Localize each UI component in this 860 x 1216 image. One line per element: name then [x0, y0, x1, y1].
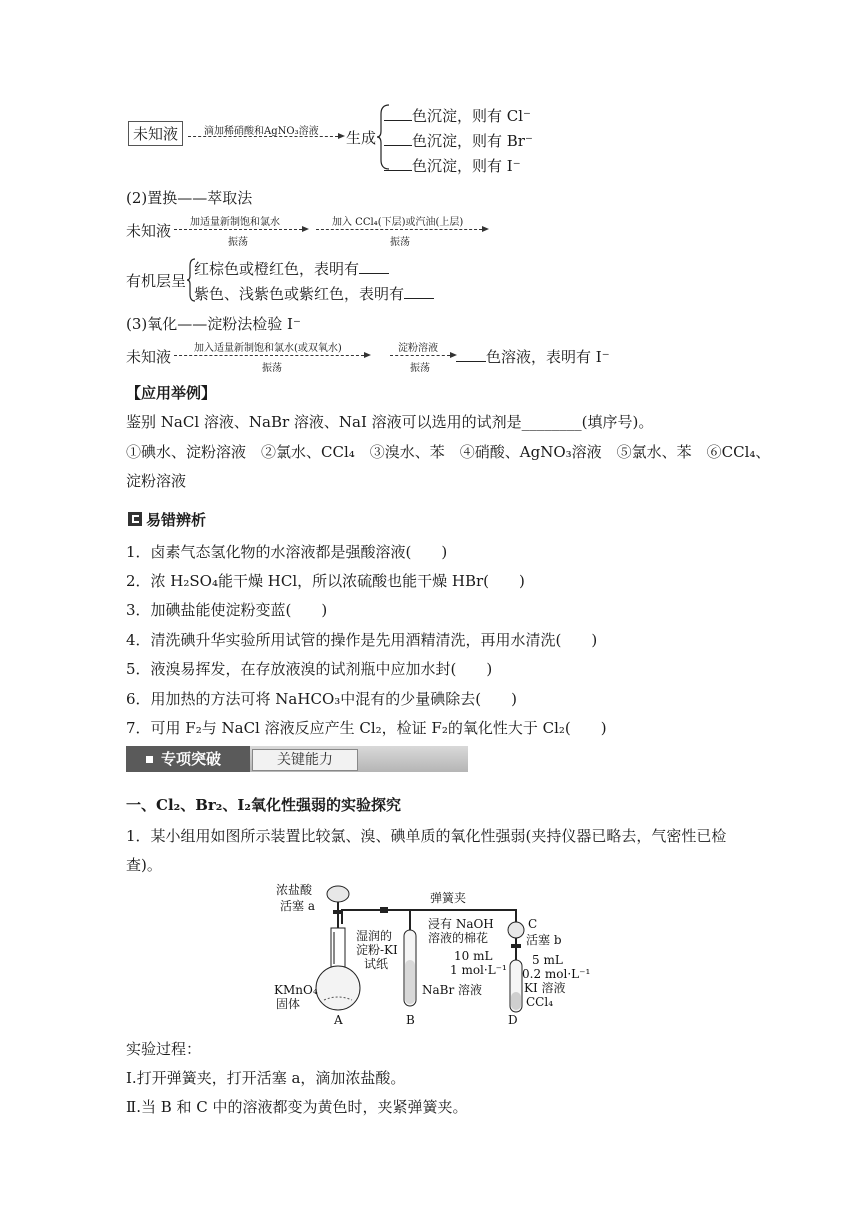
section3-arrow1 [174, 355, 364, 356]
section3-start: 未知液 [126, 348, 172, 366]
errors-heading: 易错辨析 [146, 511, 207, 529]
label-cotton-1: 浸有 NaOH [428, 917, 494, 931]
section2-arrow1 [174, 229, 302, 230]
label-solid: 固体 [276, 997, 301, 1011]
label-ccl4: CCl₄ [526, 995, 554, 1009]
process-step-2: Ⅱ.当 B 和 C 中的溶液都变为黄色时，夹紧弹簧夹。 [126, 1098, 468, 1116]
application-options-1: ①碘水、淀粉溶液 ②氯水、CCl₄ ③溴水、苯 ④硝酸、AgNO₃溶液 ⑤氯水、苯 ⑥CCl₄、 [126, 443, 771, 461]
section-banner [126, 746, 468, 772]
process-heading: 实验过程： [126, 1040, 202, 1058]
error-item: 4．清洗碘升华实验所用试管的操作是先用酒精清洗，再用水清洗( ) [126, 631, 598, 649]
section2-result-1: 红棕色或橙红色，表明有 [194, 258, 389, 279]
section3-arrow1-bottom: 振荡 [262, 363, 282, 374]
application-question: 鉴别 NaCl 溶液、NaBr 溶液、NaI 溶液可以选用的试剂是________(填序号)。 [126, 413, 654, 431]
error-item: 6．用加热的方法可将 NaHCO₃中混有的少量碘除去( ) [126, 690, 517, 708]
error-item: 5．液溴易挥发，在存放液溴的试剂瓶中应加水封( ) [126, 660, 493, 678]
flow1-branch-3: 色沉淀，则有 I⁻ [384, 155, 521, 176]
section3-arrow2-top: 淀粉溶液 [398, 343, 438, 354]
section2-arrowhead1 [302, 226, 309, 232]
section2-arrow2-top: 加入 CCl₄(下层)或汽油(上层) [332, 217, 464, 228]
label-conc-hcl: 浓盐酸 [276, 883, 313, 897]
banner-left: 专项突破 [126, 746, 250, 772]
label-ki: KI 溶液 [524, 981, 566, 995]
flow1-product: 生成 [346, 129, 377, 147]
flask-body [316, 966, 360, 1010]
section3-arrow1-top: 加入适量新制饱和氯水(或双氧水) [194, 343, 342, 354]
error-item: 1．卤素气态氢化物的水溶液都是强酸溶液( ) [126, 543, 448, 561]
section-marker-icon [128, 512, 142, 526]
section2-arrow2 [316, 229, 482, 230]
section2-arrow1-top: 加适量新制饱和氯水 [190, 217, 280, 228]
section2-arrow1-bottom: 振荡 [228, 237, 248, 248]
stopcock-b [511, 944, 521, 948]
tube-b-liquid [405, 960, 415, 1004]
label-paper-2: 淀粉-KI [356, 943, 398, 957]
label-stopcock-b: 活塞 b [526, 933, 562, 947]
part1-question-2: 查)。 [126, 856, 162, 874]
flow1-branch-2: 色沉淀，则有 Br⁻ [384, 130, 533, 151]
banner-square-icon [146, 756, 153, 763]
application-heading: 【应用举例】 [126, 384, 217, 402]
section2-result-label: 有机层呈 [126, 272, 187, 290]
label-nabr: NaBr 溶液 [422, 983, 483, 997]
apparatus-figure [270, 880, 600, 1028]
label-a: A [334, 1013, 343, 1027]
banner-right: 关键能力 [252, 749, 358, 771]
bulb-c [508, 922, 524, 938]
section3-heading: (3)氧化——淀粉法检验 I⁻ [126, 315, 301, 333]
label-b: B [406, 1013, 415, 1027]
section3-arrow2-bottom: 振荡 [410, 363, 430, 374]
application-options-2: 淀粉溶液 [126, 472, 187, 490]
section2-arrowhead2 [482, 226, 489, 232]
label-spring-clip: 弹簧夹 [430, 891, 467, 905]
label-conc-c: 1 mol·L⁻¹ [450, 963, 507, 977]
label-vol-d: 5 mL [532, 953, 563, 967]
spring-clip [380, 907, 388, 913]
label-stopcock-a: 活塞 a [280, 899, 315, 913]
error-item: 3．加碘盐能使淀粉变蓝( ) [126, 601, 328, 619]
label-conc-d: 0.2 mol·L⁻¹ [522, 967, 591, 981]
error-item: 2．浓 H₂SO₄能干燥 HCl，所以浓硫酸也能干燥 HBr( ) [126, 572, 525, 590]
flow1-reagent-label: 滴加稀硝酸和AgNO₃溶液 [204, 126, 319, 137]
label-vol-c: 10 mL [454, 949, 493, 963]
process-step-1: Ⅰ.打开弹簧夹，打开活塞 a，滴加浓盐酸。 [126, 1069, 406, 1087]
error-item: 7．可用 F₂与 NaCl 溶液反应产生 Cl₂，检证 F₂的氧化性大于 Cl₂( ) [126, 719, 607, 737]
flow1-arrowhead [338, 133, 345, 139]
label-paper-1: 湿润的 [356, 929, 393, 943]
section3-arrowhead1 [364, 352, 371, 358]
section3-result: 色溶液，表明有 I⁻ [456, 346, 610, 367]
part1-heading: 一、Cl₂、Br₂、I₂氧化性强弱的实验探究 [126, 796, 401, 814]
label-paper-3: 试纸 [364, 957, 389, 971]
part1-question-1: 1．某小组用如图所示装置比较氯、溴、碘单质的氧化性强弱(夹持仪器已略去，气密性已检 [126, 827, 727, 845]
flow1-branch-1: 色沉淀，则有 Cl⁻ [384, 105, 531, 126]
section2-heading: (2)置换——萃取法 [126, 189, 253, 207]
tube-d-liquid [511, 992, 521, 1010]
label-c: C [528, 917, 538, 931]
section3-arrow2 [390, 355, 450, 356]
section2-start: 未知液 [126, 222, 172, 240]
flow1-start-box: 未知液 [128, 121, 183, 146]
flow1-arrow [188, 136, 338, 137]
funnel-bulb [327, 886, 349, 902]
label-kmno4: KMnO₄ [274, 983, 318, 997]
section2-result-2: 紫色、浅紫色或紫红色，表明有 [194, 283, 434, 304]
label-d: D [508, 1013, 518, 1027]
label-cotton-2: 溶液的棉花 [428, 931, 489, 945]
section2-arrow2-bottom: 振荡 [390, 237, 410, 248]
